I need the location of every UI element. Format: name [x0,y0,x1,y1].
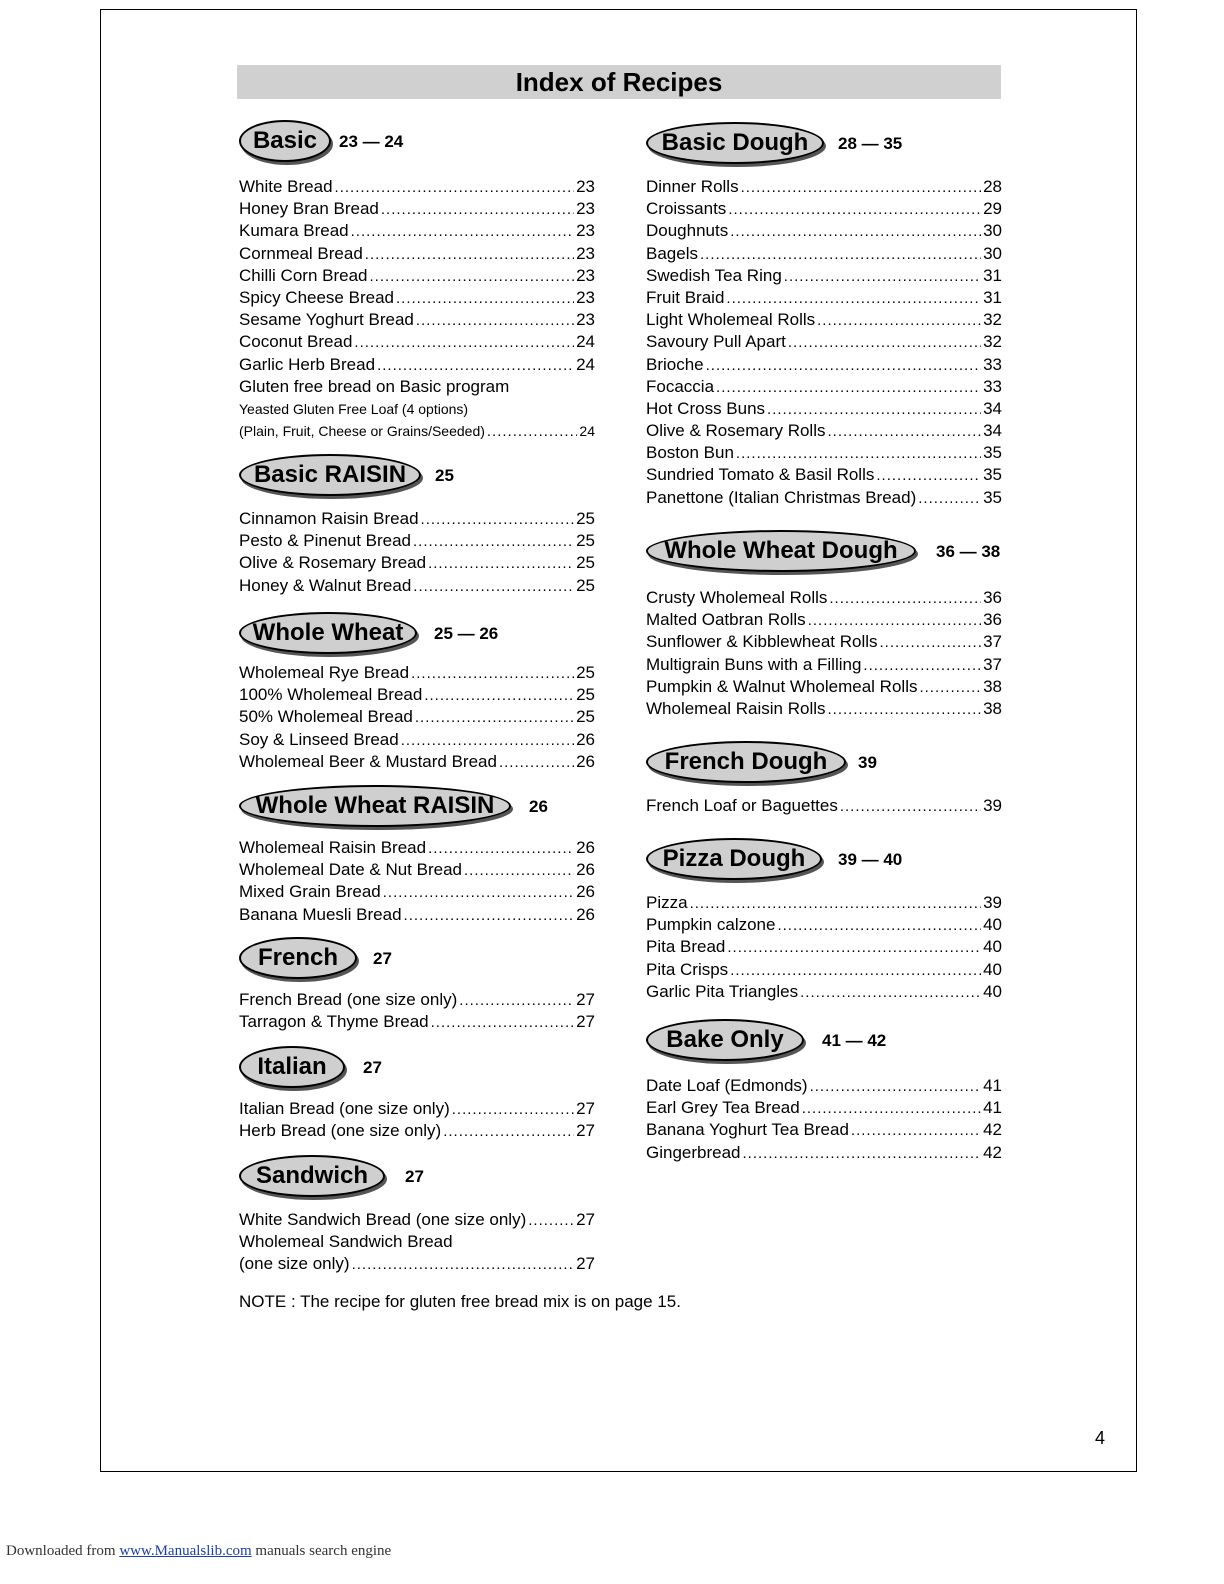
recipe-page: 38 [983,698,1002,718]
recipe-name: Spicy Cheese Bread [239,287,394,307]
recipe-name: Sesame Yoghurt Bread [239,310,414,330]
section-pages: 41 — 42 [822,1031,887,1050]
recipe-page: 40 [983,937,1002,957]
list-item [646,331,1002,353]
recipe-name: Chilli Corn Bread [239,265,368,285]
recipe-page: 32 [983,310,1002,330]
recipe-page: 37 [983,654,1002,674]
dot-leader [528,1209,574,1232]
list-item [239,398,595,420]
recipe-name: Focaccia [646,376,715,396]
recipe-name: Mixed Grain Bread [239,882,381,902]
dot-leader [777,914,981,937]
recipe-list [646,795,1002,817]
recipe-list [646,892,1002,1003]
recipe-name: Light Wholemeal Rolls [646,310,816,330]
list-item [239,706,595,728]
list-item [239,1120,595,1142]
recipe-page: 23 [576,221,595,241]
list-item [646,1075,1002,1097]
recipe-name: Soy & Linseed Bread [239,729,399,749]
recipe-page: 25 [576,509,595,528]
recipe-page: 39 [983,796,1002,815]
recipe-page: 27 [576,1210,595,1229]
list-item [646,287,1002,309]
recipe-page: 33 [983,376,1002,396]
dot-leader [690,892,982,915]
section-title: French Dough [646,741,846,783]
recipe-page: 25 [576,663,595,682]
list-item [646,914,1002,936]
recipe-page: 35 [983,443,1002,463]
list-item [239,309,595,331]
dot-leader [700,243,981,266]
recipe-page: 40 [983,981,1002,1001]
recipe-page: 23 [576,243,595,263]
dot-leader [880,631,982,654]
recipe-name: Gluten free bread on Basic program [239,376,510,396]
recipe-name: French Bread (one size only) [239,990,458,1009]
list-item [239,376,595,398]
dot-leader [499,751,574,774]
recipe-list [239,1098,595,1142]
recipe-page: 27 [576,1121,595,1141]
recipe-name: Gingerbread [646,1142,741,1162]
recipe-page: 38 [983,676,1002,696]
dot-leader [377,354,574,377]
dot-leader [401,729,574,752]
footer [6,1543,391,1560]
dot-leader [396,287,574,310]
dot-leader [817,309,981,332]
list-item [646,464,1002,486]
recipe-page: 34 [983,398,1002,418]
list-item [239,354,595,376]
recipe-page: 28 [983,177,1002,196]
recipe-page: 29 [983,199,1002,219]
recipe-name: Cornmeal Bread [239,243,363,263]
recipe-name: Dinner Rolls [646,177,739,196]
section-title: Whole Wheat [239,612,417,654]
section-title: Basic RAISIN [239,454,421,496]
recipe-list [239,176,595,442]
recipe-name: Brioche [646,354,704,374]
recipe-page: 42 [983,1142,1002,1162]
list-item [239,989,595,1011]
dot-leader [876,464,981,487]
recipe-page: 23 [576,265,595,285]
dot-leader [918,487,981,510]
dot-leader [381,198,574,221]
section-pages: 27 [363,1058,382,1077]
dot-leader [829,587,981,610]
recipe-name: Earl Grey Tea Bread [646,1098,800,1118]
recipe-page: 27 [576,1012,595,1032]
recipe-name: Panettone (Italian Christmas Bread) [646,487,917,507]
dot-leader [743,1142,982,1165]
dot-leader [828,698,982,721]
list-item [239,1253,595,1275]
list-item [646,892,1002,914]
recipe-name: Pita Crisps [646,959,729,979]
section-pages: 26 [529,797,548,816]
list-item [239,1011,595,1033]
dot-leader [335,176,575,199]
section-pages: 39 [858,753,877,772]
section-pages: 36 — 38 [936,542,1001,561]
recipe-name: Wholemeal Raisin Rolls [646,698,826,718]
recipe-page: 25 [576,531,595,551]
recipe-page: 23 [576,310,595,330]
list-item [646,654,1002,676]
recipe-page: 25 [576,707,595,727]
recipe-name: Banana Muesli Bread [239,904,402,924]
dot-leader [706,354,981,377]
recipe-name: Italian Bread (one size only) [239,1099,450,1118]
recipe-page: 33 [983,354,1002,374]
recipe-page: 37 [983,632,1002,652]
dot-leader [728,198,981,221]
recipe-list [239,837,595,926]
list-item [239,859,595,881]
dot-leader [767,398,981,421]
page-number: 4 [1095,1428,1106,1448]
list-item [239,662,595,684]
dot-leader [730,220,981,243]
list-item [239,243,595,265]
recipe-name: (one size only) [239,1254,350,1274]
dot-leader [788,331,981,354]
recipe-name: Yeasted Gluten Free Loaf (4 options) [239,400,469,417]
recipe-name: Croissants [646,199,727,219]
list-item [239,198,595,220]
recipe-name: Sunflower & Kibblewheat Rolls [646,632,878,652]
list-item [239,265,595,287]
dot-leader [808,609,981,632]
dot-leader [851,1119,981,1142]
recipe-page: 24 [576,354,595,374]
list-item [646,354,1002,376]
recipe-name: Banana Yoghurt Tea Bread [646,1120,849,1140]
section-title: French [239,937,357,979]
recipe-name: 50% Wholemeal Bread [239,707,413,727]
dot-leader [443,1120,574,1143]
list-item [646,1142,1002,1164]
section-title: Basic [239,120,331,162]
list-item [646,1119,1002,1141]
recipe-page: 31 [983,265,1002,285]
dot-leader [716,376,981,399]
recipe-name: Pizza [646,893,688,912]
list-item [239,287,595,309]
dot-leader [411,662,574,685]
recipe-name: Honey & Walnut Bread [239,575,412,595]
list-item [239,904,595,926]
recipe-name: Olive & Rosemary Rolls [646,421,826,441]
recipe-name: Kumara Bread [239,221,349,241]
dot-leader [428,552,574,575]
list-item [239,420,595,442]
recipe-name: Wholemeal Beer & Mustard Bread [239,751,497,771]
recipe-page: 24 [576,332,595,352]
recipe-page: 25 [576,575,595,595]
list-item [239,684,595,706]
recipe-name: Sundried Tomato & Basil Rolls [646,465,875,485]
dot-leader [421,508,575,531]
dot-leader [464,859,574,882]
dot-leader [810,1075,981,1098]
recipe-name: Wholemeal Date & Nut Bread [239,860,462,880]
section-title: Whole Wheat Dough [646,530,916,572]
dot-leader [863,654,981,677]
dot-leader [365,243,574,266]
list-item [239,881,595,903]
recipe-name: White Bread [239,177,333,196]
dot-leader [802,1097,981,1120]
dot-leader [452,1098,574,1121]
recipe-page: 26 [576,860,595,880]
recipe-page: 42 [983,1120,1002,1140]
dot-leader [730,959,981,982]
dot-leader [404,904,575,927]
recipe-page: 39 [983,893,1002,912]
recipe-name: Savoury Pull Apart [646,332,786,352]
section-title: Basic Dough [646,122,824,164]
list-item [239,1209,595,1231]
section-pages: 28 — 35 [838,134,903,153]
recipe-name: Bagels [646,243,698,263]
note: NOTE : The recipe for gluten free bread mix is on page 15. [239,1292,681,1311]
list-item [239,552,595,574]
footer-link[interactable]: www.Manualslib.com [119,1543,252,1559]
section-title: Bake Only [646,1019,804,1061]
recipe-page: 23 [576,287,595,307]
recipe-page: 27 [576,990,595,1009]
dot-leader [370,265,575,288]
list-item [239,751,595,773]
list-item [239,1231,595,1253]
recipe-name: French Loaf or Baguettes [646,796,838,815]
page-title: Index of Recipes [237,65,1001,99]
dot-leader [354,331,574,354]
recipe-name: 100% Wholemeal Bread [239,685,423,705]
dot-leader [736,442,981,465]
recipe-page: 26 [576,751,595,771]
recipe-name: Olive & Rosemary Bread [239,553,427,573]
recipe-page: 40 [983,915,1002,935]
dot-leader [428,837,574,860]
recipe-name: Coconut Bread [239,332,353,352]
section-pages: 27 [405,1167,424,1186]
recipe-name: (Plain, Fruit, Cheese or Grains/Seeded) [239,423,485,440]
recipe-name: Malted Oatbran Rolls [646,610,806,630]
dot-leader [800,981,981,1004]
recipe-page: 35 [983,465,1002,485]
list-item [646,220,1002,242]
recipe-name: Wholemeal Raisin Bread [239,838,427,857]
list-item [646,959,1002,981]
list-item [646,936,1002,958]
recipe-page: 26 [576,904,595,924]
recipe-list [239,989,595,1033]
list-item [646,676,1002,698]
list-item [646,698,1002,720]
recipe-page: 27 [576,1099,595,1118]
recipe-name: Pumpkin & Walnut Wholemeal Rolls [646,676,918,696]
recipe-list [646,176,1002,509]
recipe-name: Cinnamon Raisin Bread [239,509,419,528]
recipe-page: 26 [576,882,595,902]
recipe-name: Pita Bread [646,937,726,957]
recipe-list [239,1209,595,1276]
dot-leader [828,420,982,443]
recipe-name: Garlic Herb Bread [239,354,376,374]
list-item [239,575,595,597]
dot-leader [413,575,574,598]
recipe-list [239,508,595,597]
recipe-page: 25 [576,553,595,573]
list-item [646,176,1002,198]
list-item [239,508,595,530]
recipe-page: 36 [983,588,1002,607]
recipe-page: 23 [576,177,595,196]
list-item [646,981,1002,1003]
recipe-name: Wholemeal Sandwich Bread [239,1232,453,1252]
recipe-page: 31 [983,287,1002,307]
section-title: Sandwich [239,1155,385,1197]
section-title: Whole Wheat RAISIN [239,785,511,827]
footer-suffix: manuals search engine [255,1543,392,1559]
recipe-name: Crusty Wholemeal Rolls [646,588,828,607]
dot-leader [741,176,981,199]
dot-leader [487,420,578,443]
dot-leader [383,881,574,904]
dot-leader [415,706,574,729]
recipe-list [646,587,1002,720]
list-item [646,442,1002,464]
footer-prefix: Downloaded from [6,1543,116,1559]
dot-leader [431,1011,574,1034]
recipe-page: 24 [579,423,595,440]
recipe-name: Wholemeal Rye Bread [239,663,410,682]
dot-leader [919,676,981,699]
recipe-name: Garlic Pita Triangles [646,981,799,1001]
recipe-page: 23 [576,199,595,219]
section-pages: 25 — 26 [434,624,499,643]
list-item [646,587,1002,609]
list-item [646,198,1002,220]
list-item [239,729,595,751]
list-item [239,530,595,552]
section-title: Pizza Dough [646,838,822,880]
recipe-page: 26 [576,729,595,749]
list-item [239,176,595,198]
dot-leader [784,265,981,288]
list-item [239,220,595,242]
recipe-page: 36 [983,610,1002,630]
list-item [646,609,1002,631]
dot-leader [413,530,574,553]
dot-leader [726,287,981,310]
recipe-name: Honey Bran Bread [239,199,379,219]
list-item [239,837,595,859]
recipe-page: 32 [983,332,1002,352]
recipe-page: 41 [983,1098,1002,1118]
recipe-name: Herb Bread (one size only) [239,1121,442,1141]
dot-leader [459,989,574,1012]
list-item [646,631,1002,653]
section-pages: 25 [435,466,454,485]
recipe-name: Doughnuts [646,221,729,241]
recipe-page: 26 [576,838,595,857]
recipe-name: Pesto & Pinenut Bread [239,531,412,551]
dot-leader [416,309,574,332]
dot-leader [351,220,574,243]
recipe-name: Hot Cross Buns [646,398,766,418]
recipe-page: 27 [576,1254,595,1274]
dot-leader [727,936,981,959]
recipe-name: Tarragon & Thyme Bread [239,1012,429,1032]
recipe-name: Swedish Tea Ring [646,265,782,285]
list-item [646,487,1002,509]
recipe-name: Multigrain Buns with a Filling [646,654,862,674]
recipe-name: Pumpkin calzone [646,915,776,935]
recipe-page: 30 [983,243,1002,263]
recipe-name: Date Loaf (Edmonds) [646,1076,808,1095]
list-item [646,1097,1002,1119]
list-item [646,795,1002,817]
list-item [646,420,1002,442]
list-item [646,398,1002,420]
recipe-name: White Sandwich Bread (one size only) [239,1210,527,1229]
recipe-list [239,662,595,773]
recipe-page: 25 [576,685,595,705]
section-title: Italian [239,1046,345,1088]
recipe-page: 40 [983,959,1002,979]
recipe-page: 41 [983,1076,1002,1095]
list-item [646,309,1002,331]
list-item [646,265,1002,287]
dot-leader [352,1253,575,1276]
section-pages: 39 — 40 [838,850,903,869]
list-item [239,1098,595,1120]
section-pages: 27 [373,949,392,968]
recipe-list [646,1075,1002,1164]
dot-leader [424,684,574,707]
recipe-page: 35 [983,487,1002,507]
section-pages: 23 — 24 [339,132,404,151]
list-item [239,331,595,353]
list-item [646,376,1002,398]
recipe-name: Fruit Braid [646,287,725,307]
list-item [646,243,1002,265]
recipe-page: 30 [983,221,1002,241]
recipe-name: Boston Bun [646,443,734,463]
dot-leader [840,795,981,818]
recipe-page: 34 [983,421,1002,441]
